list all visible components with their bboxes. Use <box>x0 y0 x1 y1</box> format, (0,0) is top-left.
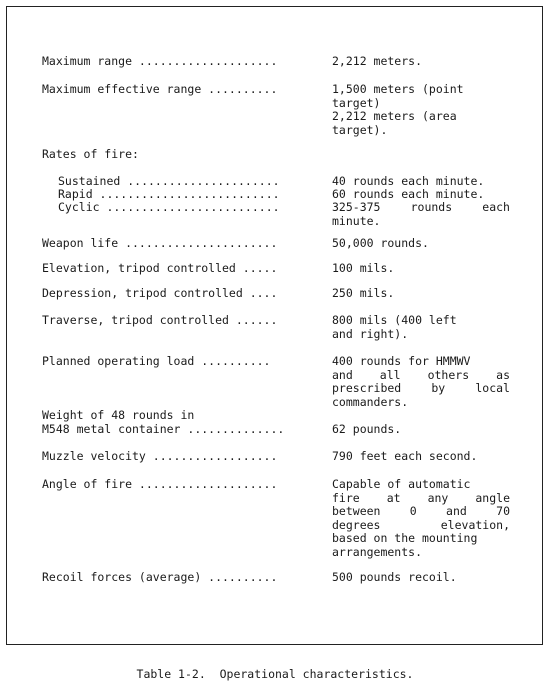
row-value-line: 250 mils. <box>332 286 395 300</box>
row-value-line: 800 mils (400 left <box>332 313 457 327</box>
row-label-line: Rates of fire: <box>42 147 139 161</box>
row-value <box>332 355 510 409</box>
row-value <box>332 478 510 559</box>
row-value-line: 325-375 rounds each <box>332 200 510 214</box>
row-label <box>42 262 277 276</box>
row-label <box>42 314 277 328</box>
row-label-line: Maximum range .................... <box>42 54 278 68</box>
row-value-line: prescribed by local <box>332 381 510 395</box>
row-label-line: Depression, tripod controlled .... <box>42 286 278 300</box>
row-value-line: 500 pounds recoil. <box>332 570 457 584</box>
row-value <box>332 450 510 464</box>
row-label-line: Weight of 48 rounds in <box>42 408 195 422</box>
row-value-line: commanders. <box>332 394 409 409</box>
row-value-line: target). <box>332 122 388 137</box>
row-label-line: Rapid .......................... <box>58 187 280 201</box>
row-value-line: fire at any angle <box>332 490 510 505</box>
row-value-line: 62 pounds. <box>332 421 402 436</box>
row-label <box>42 355 270 369</box>
row-label-line: Cyclic ......................... <box>58 200 280 214</box>
row-label-line: Recoil forces (average) .......... <box>42 570 278 584</box>
row-value <box>332 571 510 585</box>
row-label <box>42 478 277 492</box>
row-label <box>42 287 277 301</box>
row-label-line: M548 metal container .............. <box>42 421 285 436</box>
row-value-line: and right). <box>332 326 409 341</box>
row-label-line: Weapon life ...................... <box>42 236 278 250</box>
row-label <box>42 450 277 464</box>
row-value-line: between 0 and 70 <box>332 504 510 518</box>
row-value <box>332 423 510 437</box>
row-value-line: arrangements. <box>332 544 423 559</box>
row-label-line: Muzzle velocity .................. <box>42 449 278 463</box>
row-label-line: Elevation, tripod controlled ..... <box>42 261 278 275</box>
row-label-line: Sustained ...................... <box>58 174 280 188</box>
row-label <box>42 237 277 251</box>
row-value-line: 2,212 meters (area <box>332 109 457 123</box>
row-label-line: Planned operating load .......... <box>42 354 271 368</box>
row-value <box>332 201 510 228</box>
row-label <box>58 201 280 215</box>
row-value <box>332 83 510 137</box>
row-label <box>42 148 139 162</box>
row-label-line: Angle of fire .................... <box>42 477 278 491</box>
row-value-line: 2,212 meters. <box>332 54 423 68</box>
row-value-line: target) <box>332 95 381 110</box>
row-label <box>42 571 277 585</box>
row-value <box>332 55 510 69</box>
row-value-line: 40 rounds each minute. <box>332 174 485 188</box>
row-value <box>332 287 510 301</box>
row-value-line: 400 rounds for HMMWV <box>332 354 471 368</box>
row-value-line: 50,000 rounds. <box>332 236 429 250</box>
row-value-line: and all others as <box>332 367 510 382</box>
row-value-line: 100 mils. <box>332 261 395 275</box>
row-value-line: Capable of automatic <box>332 477 471 491</box>
table-caption: Table 1-2. Operational characteristics. <box>136 667 414 681</box>
row-value <box>332 314 510 341</box>
row-label <box>42 409 284 436</box>
row-value-line: minute. <box>332 213 381 228</box>
row-label <box>42 83 277 97</box>
row-value <box>332 237 510 251</box>
row-value <box>332 262 510 276</box>
row-value-line: 790 feet each second. <box>332 449 478 463</box>
row-label-line: Traverse, tripod controlled ...... <box>42 313 278 327</box>
row-value-line: 60 rounds each minute. <box>332 187 485 201</box>
row-label <box>42 55 277 69</box>
row-value-line: 1,500 meters (point <box>332 82 464 96</box>
row-value-line: degrees elevation, <box>332 517 510 532</box>
row-value-line: based on the mounting <box>332 531 478 545</box>
row-label-line: Maximum effective range .......... <box>42 82 278 96</box>
